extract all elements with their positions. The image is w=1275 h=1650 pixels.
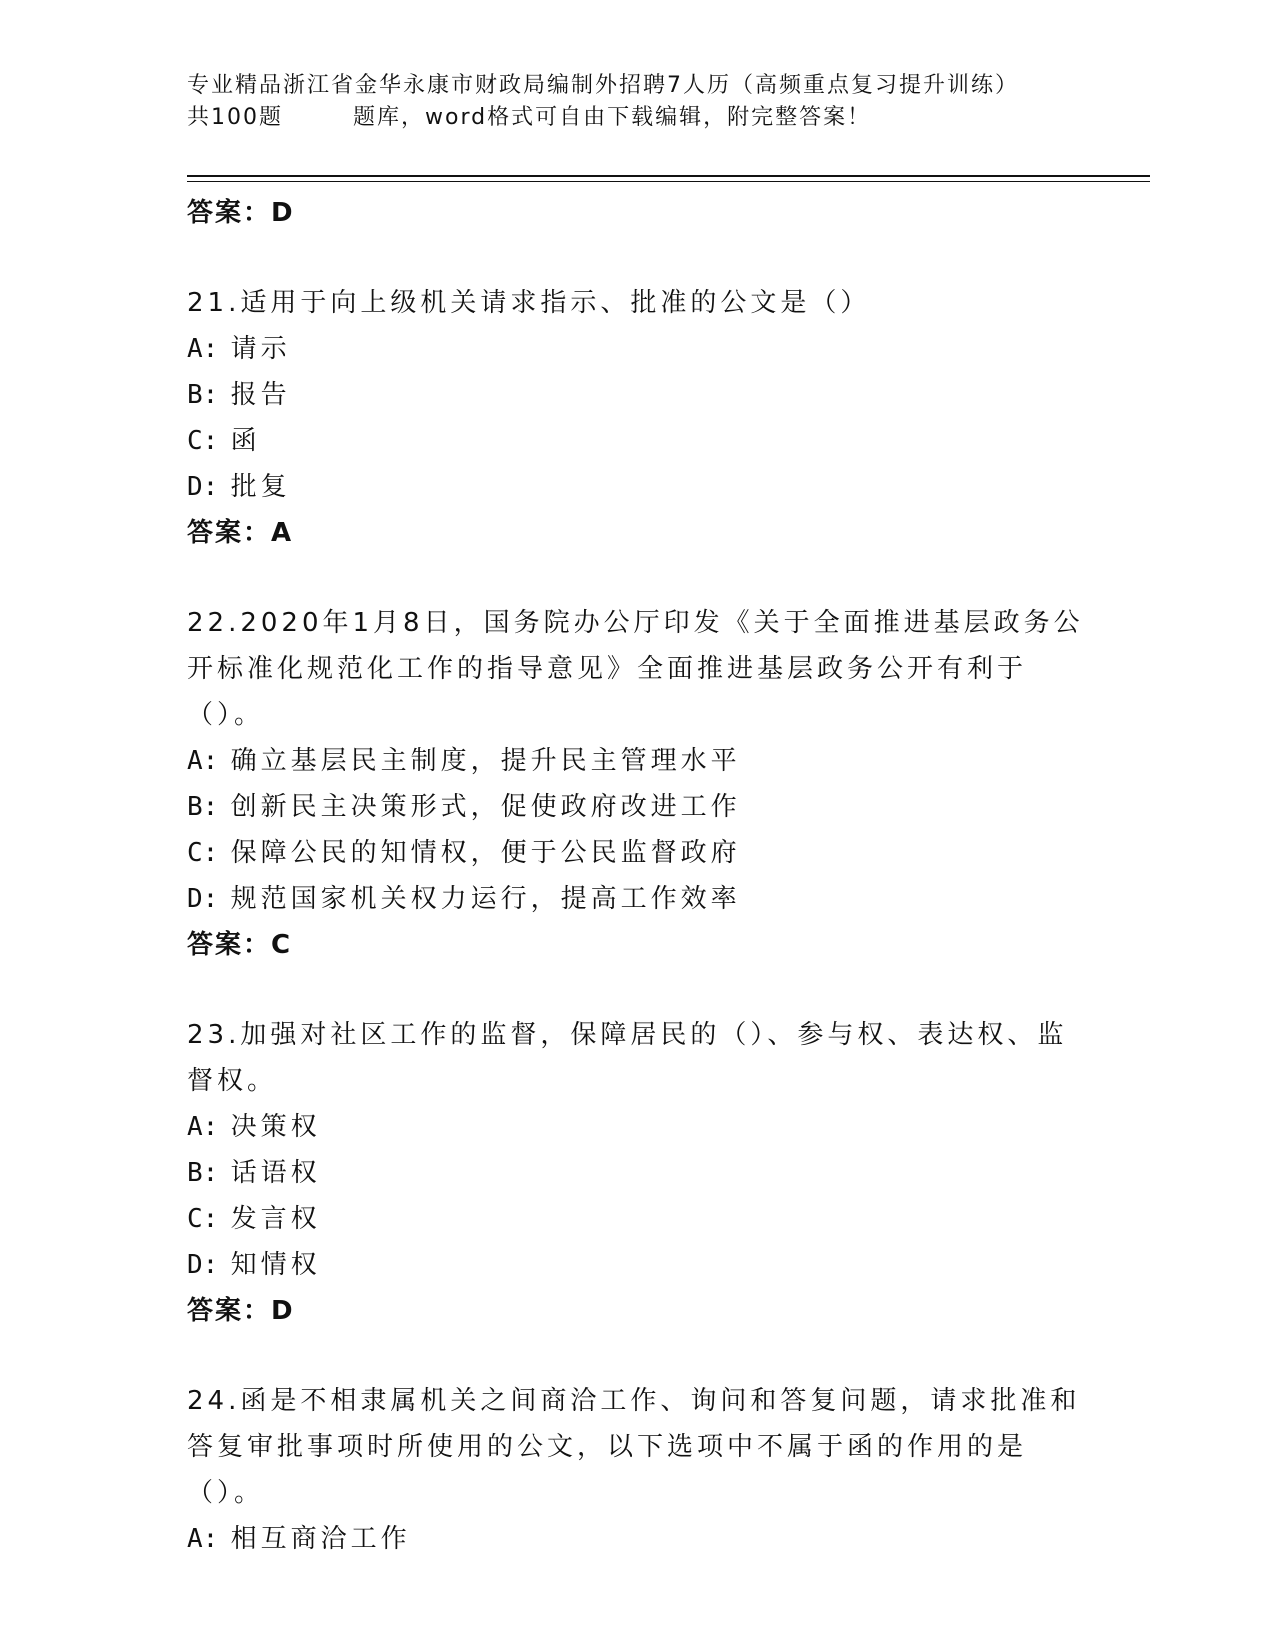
- option-d: [187, 876, 1087, 922]
- option-letter: C:: [187, 426, 219, 456]
- option-b: [187, 784, 1087, 830]
- option-b: [187, 1150, 1087, 1196]
- option-text: 相互商洽工作: [230, 1524, 411, 1554]
- option-text: 话语权: [230, 1158, 321, 1188]
- option-letter: D:: [187, 472, 219, 502]
- question-block: [187, 280, 1087, 556]
- option-c: [187, 830, 1087, 876]
- option-letter: D:: [187, 884, 219, 914]
- option-letter: B:: [187, 1158, 219, 1188]
- question-text: 22.2020年1月8日，国务院办公厅印发《关于全面推进基层政务公开标准化规范化工作的指导意见》全面推进基层政务公开有利于（）。: [187, 608, 1084, 730]
- question-block: [187, 1378, 1087, 1562]
- option-a: [187, 1104, 1087, 1150]
- header-question-count: 共100题: [187, 105, 283, 130]
- question-block: [187, 1012, 1087, 1334]
- option-a: [187, 1516, 1087, 1562]
- option-text: 保障公民的知情权，便于公民监督政府: [230, 838, 741, 868]
- option-letter: C:: [187, 838, 219, 868]
- answer: 答案：C: [187, 930, 293, 960]
- page-header: [187, 70, 1087, 134]
- option-c: [187, 418, 1087, 464]
- option-text: 批复: [230, 472, 291, 502]
- option-text: 函: [230, 426, 261, 456]
- option-letter: A:: [187, 1112, 219, 1142]
- option-d: [187, 1242, 1087, 1288]
- option-text: 请示: [230, 334, 291, 364]
- option-c: [187, 1196, 1087, 1242]
- option-a: [187, 326, 1087, 372]
- header-title: 专业精品浙江省金华永康市财政局编制外招聘7人历（高频重点复习提升训练）: [187, 73, 1019, 98]
- header-rule-thick: [187, 175, 1150, 177]
- header-rule-thin: [187, 181, 1150, 182]
- header-description: 题库，word格式可自由下载编辑，附完整答案！: [353, 105, 872, 130]
- question-block: [187, 600, 1087, 968]
- document-body: [187, 190, 1087, 1562]
- option-letter: C:: [187, 1204, 219, 1234]
- option-text: 发言权: [230, 1204, 321, 1234]
- option-a: [187, 738, 1087, 784]
- option-letter: D:: [187, 1250, 219, 1280]
- answer: 答案：D: [187, 1296, 295, 1326]
- option-text: 知情权: [230, 1250, 321, 1280]
- option-letter: B:: [187, 792, 219, 822]
- option-text: 报告: [230, 380, 291, 410]
- option-letter: A:: [187, 334, 219, 364]
- question-text: 23.加强对社区工作的监督，保障居民的（）、参与权、表达权、监督权。: [187, 1020, 1068, 1096]
- option-text: 确立基层民主制度，提升民主管理水平: [230, 746, 741, 776]
- header-subtitle: [187, 102, 1087, 134]
- answer-previous: 答案：D: [187, 198, 295, 228]
- question-text: 21.适用于向上级机关请求指示、批准的公文是（）: [187, 288, 871, 318]
- option-b: [187, 372, 1087, 418]
- option-text: 决策权: [230, 1112, 321, 1142]
- option-letter: A:: [187, 1524, 219, 1554]
- question-text: 24.函是不相隶属机关之间商洽工作、询问和答复问题，请求批准和答复审批事项时所使用的公文，以下选项中不属于函的作用的是（）。: [187, 1386, 1081, 1508]
- option-letter: B:: [187, 380, 219, 410]
- answer: 答案：A: [187, 518, 294, 548]
- option-text: 规范国家机关权力运行，提高工作效率: [230, 884, 741, 914]
- option-d: [187, 464, 1087, 510]
- option-letter: A:: [187, 746, 219, 776]
- option-text: 创新民主决策形式，促使政府改进工作: [230, 792, 741, 822]
